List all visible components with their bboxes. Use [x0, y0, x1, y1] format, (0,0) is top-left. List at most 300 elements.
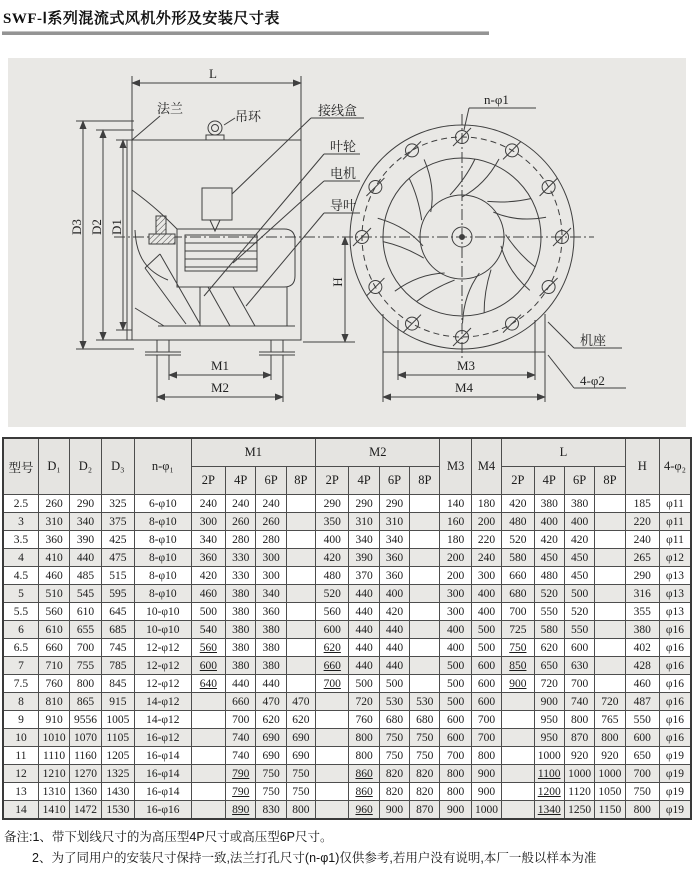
header-n-phi1: n-φ₁ — [135, 438, 192, 495]
cell: 400 — [471, 585, 501, 603]
cell — [410, 621, 440, 639]
junction-box — [202, 188, 232, 231]
cell: 720 — [349, 693, 379, 711]
cell: 360 — [256, 603, 286, 621]
header-h: H — [625, 438, 659, 495]
cell: 12-φ12 — [135, 657, 192, 675]
cell: 340 — [349, 531, 379, 549]
cell: 660 — [502, 567, 534, 585]
cell — [286, 603, 315, 621]
cell: 475 — [101, 549, 134, 567]
cell — [410, 513, 440, 531]
cell: 180 — [440, 531, 471, 549]
cell: 800 — [349, 747, 379, 765]
cell: 910 — [38, 711, 69, 729]
cell — [502, 711, 534, 729]
cell — [286, 657, 315, 675]
cell: 1430 — [101, 783, 134, 801]
cell: 14-φ12 — [135, 693, 192, 711]
cell: 360 — [379, 567, 409, 585]
cell — [316, 801, 349, 820]
cell: 5.5 — [3, 603, 38, 621]
cell: 600 — [316, 621, 349, 639]
cell: 900 — [379, 801, 409, 820]
cell: φ13 — [659, 585, 691, 603]
cell: 350 — [316, 513, 349, 531]
cell: 845 — [101, 675, 134, 693]
cell: 440 — [256, 675, 286, 693]
cell: 1340 — [534, 801, 564, 820]
table-row — [3, 657, 691, 675]
cell — [191, 783, 225, 801]
cell — [316, 783, 349, 801]
cell — [410, 657, 440, 675]
cell: 300 — [440, 603, 471, 621]
cell: 360 — [191, 549, 225, 567]
cell: 300 — [440, 585, 471, 603]
cell: 890 — [226, 801, 256, 820]
header-d2: D₂ — [70, 438, 101, 495]
cell: 380 — [256, 639, 286, 657]
cell: 200 — [440, 549, 471, 567]
cell — [410, 531, 440, 549]
cell: 2.5 — [3, 495, 38, 513]
cell: 800 — [440, 765, 471, 783]
header-pole-col: 2P — [191, 467, 225, 495]
cell: 6.5 — [3, 639, 38, 657]
cell: 550 — [625, 711, 659, 729]
cell: 660 — [226, 693, 256, 711]
cell — [286, 639, 315, 657]
fan-dimension-diagram — [8, 58, 686, 427]
header-4-phi2: 4-φ₂ — [659, 438, 691, 495]
dimension-figure — [8, 58, 686, 427]
cell — [595, 603, 625, 621]
cell: 185 — [625, 495, 659, 513]
cell: 690 — [286, 729, 315, 747]
cell: 290 — [379, 495, 409, 513]
cell: 8-φ10 — [135, 567, 192, 585]
cell: 9 — [3, 711, 38, 729]
cell: 790 — [226, 783, 256, 801]
table-row — [3, 513, 691, 531]
cell: 915 — [101, 693, 134, 711]
cell: 400 — [471, 603, 501, 621]
dim-D3 — [76, 121, 134, 349]
cell: 180 — [471, 495, 501, 513]
cell: φ19 — [659, 783, 691, 801]
cell: 680 — [410, 711, 440, 729]
table-row — [3, 495, 691, 513]
cell: 11 — [3, 747, 38, 765]
cell: 16-φ12 — [135, 729, 192, 747]
cell: 510 — [38, 585, 69, 603]
cell: 380 — [226, 621, 256, 639]
cell: 1100 — [534, 765, 564, 783]
cell: 400 — [440, 621, 471, 639]
table-body — [3, 495, 691, 820]
cell: 500 — [349, 675, 379, 693]
cell: 420 — [502, 495, 534, 513]
cell: 440 — [379, 621, 409, 639]
cell: 300 — [256, 549, 286, 567]
cell: 140 — [440, 495, 471, 513]
cell: 750 — [286, 765, 315, 783]
cell: 485 — [70, 567, 101, 585]
table-row — [3, 783, 691, 801]
cell: 830 — [256, 801, 286, 820]
guide-vane-lines — [158, 287, 295, 326]
header-pole-col: 4P — [534, 467, 564, 495]
cell: 820 — [379, 765, 409, 783]
cell: 650 — [534, 657, 564, 675]
cell — [410, 675, 440, 693]
cell: 610 — [38, 621, 69, 639]
cell: 10-φ10 — [135, 621, 192, 639]
header-pole-col: 6P — [256, 467, 286, 495]
header-pole-col: 4P — [349, 467, 379, 495]
cell: φ11 — [659, 531, 691, 549]
cell: φ11 — [659, 495, 691, 513]
label-4-phi2: 4-φ2 — [580, 373, 605, 388]
cell: 480 — [316, 567, 349, 585]
motor-body — [185, 235, 257, 271]
cell: 950 — [534, 729, 564, 747]
cell: 440 — [349, 657, 379, 675]
cell: 380 — [564, 495, 594, 513]
table-row — [3, 747, 691, 765]
cell: 440 — [70, 549, 101, 567]
cell: 460 — [38, 567, 69, 585]
cell: 520 — [534, 585, 564, 603]
cell: 900 — [502, 675, 534, 693]
cell: 640 — [191, 675, 225, 693]
cell: 500 — [379, 675, 409, 693]
cell: φ16 — [659, 657, 691, 675]
cell: 660 — [316, 657, 349, 675]
cell: 440 — [349, 639, 379, 657]
cell — [502, 693, 534, 711]
table-row — [3, 675, 691, 693]
cell: 860 — [349, 765, 379, 783]
cell: 800 — [349, 729, 379, 747]
cell: 820 — [379, 783, 409, 801]
cell — [191, 801, 225, 820]
cell: 920 — [595, 747, 625, 765]
cell: 7.5 — [3, 675, 38, 693]
cell: 820 — [410, 765, 440, 783]
cell: 240 — [256, 495, 286, 513]
cell: 900 — [471, 783, 501, 801]
footnote-2: 2、为了同用户的安装尺寸保持一致,法兰打孔尺寸(n-φ1)仅供参考,若用户没有说明,本厂一般以样本为准 — [32, 851, 597, 866]
header-l-group: L — [502, 438, 625, 467]
cell: 3.5 — [3, 531, 38, 549]
cell: 520 — [502, 531, 534, 549]
cell: 530 — [379, 693, 409, 711]
dim-label-D2: D2 — [89, 219, 104, 235]
cell: 380 — [226, 639, 256, 657]
dim-H — [303, 237, 355, 342]
cell: 600 — [625, 729, 659, 747]
cell: 700 — [316, 675, 349, 693]
cell: 550 — [564, 621, 594, 639]
cell: 260 — [226, 513, 256, 531]
cell: 1250 — [564, 801, 594, 820]
cell: 785 — [101, 657, 134, 675]
cell: 1150 — [595, 801, 625, 820]
cell: 545 — [70, 585, 101, 603]
cell: 360 — [38, 531, 69, 549]
cell: 610 — [70, 603, 101, 621]
cell — [595, 639, 625, 657]
cell: 14 — [3, 801, 38, 820]
cell — [316, 729, 349, 747]
cell: 750 — [286, 783, 315, 801]
cell: 340 — [191, 531, 225, 549]
cell — [410, 603, 440, 621]
cell: φ19 — [659, 801, 691, 820]
cell: 660 — [38, 639, 69, 657]
cell: 10 — [3, 729, 38, 747]
cell: 450 — [534, 549, 564, 567]
cell: 750 — [256, 783, 286, 801]
cell: 500 — [440, 657, 471, 675]
mounting-feet — [145, 340, 295, 355]
dimension-table — [2, 437, 692, 820]
cell: 1270 — [70, 765, 101, 783]
label-motor: 电机 — [330, 166, 357, 181]
label-lifting-ring: 吊环 — [235, 109, 262, 124]
cell: 240 — [191, 495, 225, 513]
cell: 800 — [440, 783, 471, 801]
cell: 360 — [379, 549, 409, 567]
cell: 560 — [38, 603, 69, 621]
cell — [595, 675, 625, 693]
cell: 440 — [349, 603, 379, 621]
cell: 700 — [226, 711, 256, 729]
cell: 700 — [625, 765, 659, 783]
cell: 410 — [38, 549, 69, 567]
cell: φ16 — [659, 639, 691, 657]
cell — [502, 765, 534, 783]
dim-label-L: L — [209, 66, 217, 81]
cell: 690 — [256, 747, 286, 765]
cell: 450 — [564, 549, 594, 567]
cell: 8 — [3, 693, 38, 711]
cell: 400 — [534, 513, 564, 531]
cell: 1110 — [38, 747, 69, 765]
cell: 380 — [256, 657, 286, 675]
cell: 16-φ14 — [135, 747, 192, 765]
cell: 710 — [38, 657, 69, 675]
footnotes — [4, 827, 694, 870]
cell: 960 — [349, 801, 379, 820]
cell: 1325 — [101, 765, 134, 783]
table-row — [3, 639, 691, 657]
cell: 440 — [379, 639, 409, 657]
cell: 750 — [379, 747, 409, 765]
cell: 420 — [191, 567, 225, 585]
cell: 700 — [440, 747, 471, 765]
cell: 765 — [595, 711, 625, 729]
cell: 900 — [471, 765, 501, 783]
cell: 900 — [534, 693, 564, 711]
cell: 12 — [3, 765, 38, 783]
cell: 240 — [471, 549, 501, 567]
cell — [191, 711, 225, 729]
cell: 440 — [379, 657, 409, 675]
dim-label-D3: D3 — [69, 219, 84, 235]
cell: 290 — [316, 495, 349, 513]
cell — [286, 495, 315, 513]
cell: 560 — [191, 639, 225, 657]
cell: 400 — [379, 585, 409, 603]
cell: 870 — [410, 801, 440, 820]
cell: 1000 — [564, 765, 594, 783]
cell: 740 — [226, 747, 256, 765]
cell: 540 — [191, 621, 225, 639]
cell: 1472 — [70, 801, 101, 820]
cell: 200 — [440, 567, 471, 585]
cell — [316, 747, 349, 765]
cell: 745 — [101, 639, 134, 657]
cell: 750 — [379, 729, 409, 747]
cell: 800 — [595, 729, 625, 747]
header-m3: M3 — [440, 438, 471, 495]
cell: 1010 — [38, 729, 69, 747]
cell — [316, 765, 349, 783]
cell: 340 — [70, 513, 101, 531]
cell: 440 — [226, 675, 256, 693]
cell: 400 — [440, 639, 471, 657]
dim-label-M2: M2 — [210, 380, 230, 395]
cell: 700 — [471, 711, 501, 729]
cell: 420 — [379, 603, 409, 621]
cell — [286, 585, 315, 603]
cell — [595, 567, 625, 585]
label-n-phi1: n-φ1 — [484, 92, 509, 107]
cell: 380 — [226, 657, 256, 675]
cell: 340 — [256, 585, 286, 603]
cell: 580 — [502, 549, 534, 567]
cell: 6 — [3, 621, 38, 639]
cell — [191, 729, 225, 747]
cell: 420 — [534, 531, 564, 549]
table-row — [3, 765, 691, 783]
cell: φ16 — [659, 711, 691, 729]
cell — [595, 585, 625, 603]
cell: φ11 — [659, 513, 691, 531]
header-d1: D₁ — [38, 438, 69, 495]
cell: 720 — [534, 675, 564, 693]
cell — [595, 657, 625, 675]
cell — [191, 765, 225, 783]
shaft-center-dot — [460, 235, 465, 240]
cell: 300 — [191, 513, 225, 531]
cell: 330 — [226, 567, 256, 585]
cell: 580 — [534, 621, 564, 639]
dim-label-M4: M4 — [454, 380, 474, 395]
cell: 240 — [625, 531, 659, 549]
cell — [410, 639, 440, 657]
cell — [316, 693, 349, 711]
cell: 480 — [534, 567, 564, 585]
cell: 870 — [564, 729, 594, 747]
cell: 1000 — [534, 747, 564, 765]
cell: 316 — [625, 585, 659, 603]
cell — [286, 531, 315, 549]
cell: 690 — [256, 729, 286, 747]
table-row — [3, 621, 691, 639]
cell: 220 — [471, 531, 501, 549]
cell: 440 — [349, 621, 379, 639]
cell: 740 — [564, 693, 594, 711]
cell: 600 — [471, 675, 501, 693]
cell — [502, 747, 534, 765]
cell: 690 — [286, 747, 315, 765]
table-header — [3, 438, 691, 495]
cell: 8-φ10 — [135, 585, 192, 603]
cell: 1360 — [70, 783, 101, 801]
cell: 500 — [471, 621, 501, 639]
header-pole-col: 4P — [226, 467, 256, 495]
cell — [595, 549, 625, 567]
cell: 1410 — [38, 801, 69, 820]
cell: 420 — [564, 531, 594, 549]
cell: 8-φ10 — [135, 513, 192, 531]
cell: 1000 — [471, 801, 501, 820]
cell: 487 — [625, 693, 659, 711]
cell: 750 — [502, 639, 534, 657]
cell: 260 — [38, 495, 69, 513]
cell: φ12 — [659, 549, 691, 567]
cell: 1105 — [101, 729, 134, 747]
cell: 800 — [625, 801, 659, 820]
cell: φ19 — [659, 747, 691, 765]
cell — [595, 531, 625, 549]
cell: 685 — [101, 621, 134, 639]
table-row — [3, 531, 691, 549]
header-m4: M4 — [471, 438, 501, 495]
cell: 600 — [471, 693, 501, 711]
cell — [502, 801, 534, 820]
table-row — [3, 711, 691, 729]
cell: 860 — [349, 783, 379, 801]
cell: 650 — [625, 747, 659, 765]
cell — [410, 549, 440, 567]
table-row — [3, 567, 691, 585]
cell: 595 — [101, 585, 134, 603]
label-junction-box: 接线盒 — [318, 103, 358, 118]
cell: 760 — [38, 675, 69, 693]
cell: 160 — [440, 513, 471, 531]
cell — [286, 675, 315, 693]
header-d3: D₃ — [101, 438, 134, 495]
table-row — [3, 693, 691, 711]
cell — [286, 567, 315, 585]
page-title: SWF-Ⅰ系列混流式风机外形及安装尺寸表 — [3, 11, 280, 27]
cell: 16-φ14 — [135, 783, 192, 801]
cell: 310 — [349, 513, 379, 531]
cell — [595, 621, 625, 639]
cell: 12-φ12 — [135, 675, 192, 693]
cell: 460 — [191, 585, 225, 603]
cell: 16-φ16 — [135, 801, 192, 820]
cell — [286, 621, 315, 639]
header-pole-col: 8P — [410, 467, 440, 495]
cell: 820 — [410, 783, 440, 801]
cell: 760 — [349, 711, 379, 729]
